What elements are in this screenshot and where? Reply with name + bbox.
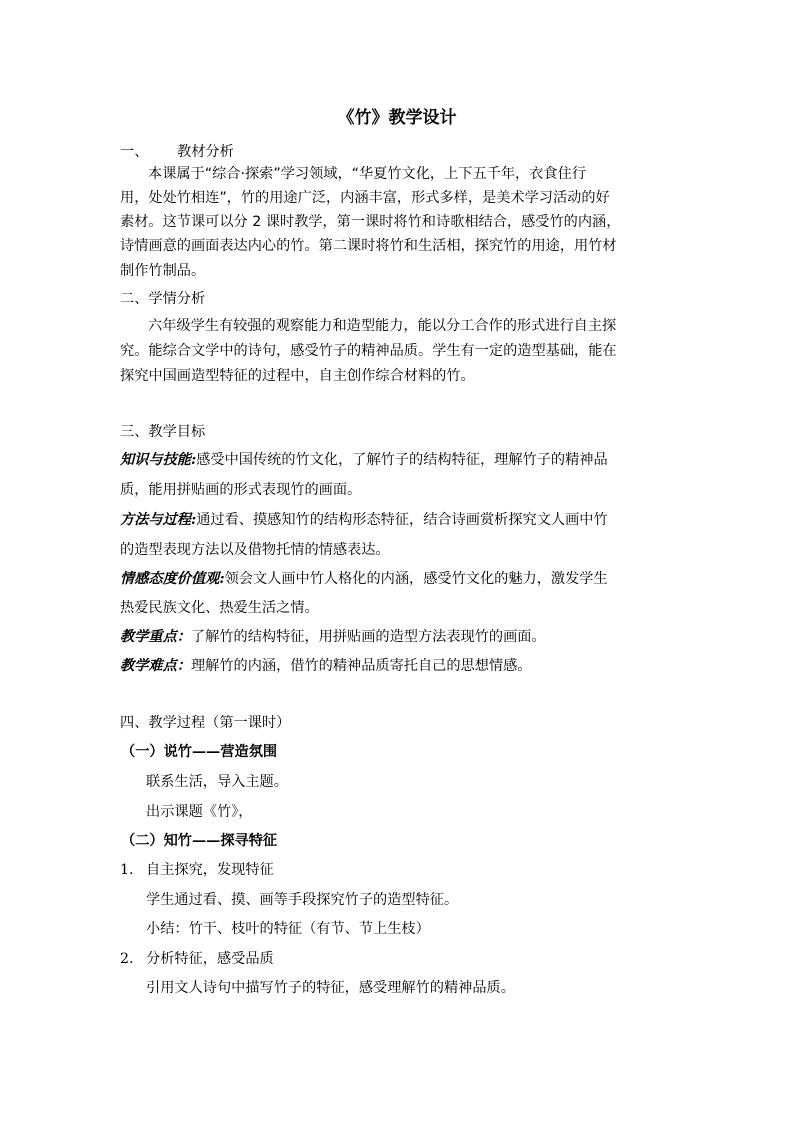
teaching-focus xyxy=(120,626,680,648)
objective-knowledge xyxy=(120,449,680,471)
section-1-paragraph-line: 本课属于“综合·探索”学习领域，“华夏竹文化，上下五千年，衣食住行 xyxy=(148,166,586,182)
difficulty-text: 理解竹的内涵，借竹的精神品质寄托自己的思想情感。 xyxy=(190,658,532,674)
part-2-heading: （二）知竹——探寻特征 xyxy=(121,833,278,849)
section-2-paragraph-line: 六年级学生有较强的观察能力和造型能力，能以分工合作的形式进行自主探 xyxy=(148,318,617,334)
section-1-paragraph-line: 制作竹制品。 xyxy=(120,263,206,279)
objective-text: 通过看、摸感知竹的结构形态特征，结合诗画赏析探究文人画中竹 xyxy=(196,512,608,528)
step-number: 2. xyxy=(120,951,134,967)
section-1-title: 教材分析 xyxy=(177,144,234,160)
objective-label: 方法与过程: xyxy=(120,512,197,528)
section-1-number: 一、 xyxy=(120,144,149,160)
objective-emotion xyxy=(120,568,680,590)
objective-text: 感受中国传统的竹文化，了解竹子的结构特征，理解竹子的精神品 xyxy=(196,452,608,468)
step-title: 分析特征，感受品质 xyxy=(146,951,274,967)
section-3-heading: 三、教学目标 xyxy=(120,424,206,440)
section-1-paragraph-line: 素材。这节课可以分 2 课时教学，第一课时将竹和诗歌相结合，感受竹的内涵， xyxy=(120,214,621,230)
step-number: 1. xyxy=(120,862,134,878)
section-1-paragraph-line: 诗情画意的画面表达内心的竹。第二课时将竹和生活相，探究竹的用途，用竹材 xyxy=(120,238,617,254)
objective-text-continued: 的造型表现方法以及借物托情的情感表达。 xyxy=(120,542,390,558)
step-line: 学生通过看、摸、画等手段探究竹子的造型特征。 xyxy=(146,892,459,908)
objective-text-continued: 质，能用拼贴画的形式表现竹的画面。 xyxy=(120,482,362,498)
teaching-difficulty xyxy=(120,655,680,677)
focus-label: 教学重点： xyxy=(120,629,191,645)
part-1-heading: （一）说竹——营造氛围 xyxy=(121,744,278,760)
step-line: 引用文人诗句中描写竹子的特征，感受理解竹的精神品质。 xyxy=(146,980,515,996)
section-1-heading xyxy=(120,141,680,163)
section-1-paragraph-line: 用，处处竹相连”，竹的用途广泛，内涵丰富，形式多样，是美术学习活动的好 xyxy=(120,190,610,206)
section-2-heading: 二、学情分析 xyxy=(120,291,206,307)
part-1-line: 出示课题《竹》， xyxy=(146,804,253,820)
section-4-heading: 四、教学过程（第一课时） xyxy=(120,715,291,731)
step-line: 小结：竹干、枝叶的特征（有节、节上生枝） xyxy=(146,921,430,937)
step-2 xyxy=(120,948,680,970)
objective-label: 情感态度价值观: xyxy=(120,571,225,587)
objective-label: 知识与技能: xyxy=(120,452,197,468)
section-2-paragraph-line: 究。能综合文学中的诗句，感受竹子的精神品质。学生有一定的造型基础，能在 xyxy=(120,343,617,359)
section-2-paragraph-line: 探究中国画造型特征的过程中，自主创作综合材料的竹。 xyxy=(120,368,475,384)
step-1 xyxy=(120,859,680,881)
objective-text-continued: 热爱民族文化、热爱生活之情。 xyxy=(120,600,319,616)
step-title: 自主探究，发现特征 xyxy=(146,862,274,878)
difficulty-label: 教学难点： xyxy=(120,658,191,674)
document-title: 《竹》教学设计 xyxy=(337,108,457,128)
objective-text: 领会文人画中竹人格化的内涵，感受竹文化的魅力，激发学生 xyxy=(224,571,608,587)
objective-method xyxy=(120,509,680,531)
part-1-line: 联系生活，导入主题。 xyxy=(146,774,288,790)
focus-text: 了解竹的结构特征，用拼贴画的造型方法表现竹的画面。 xyxy=(190,629,546,645)
